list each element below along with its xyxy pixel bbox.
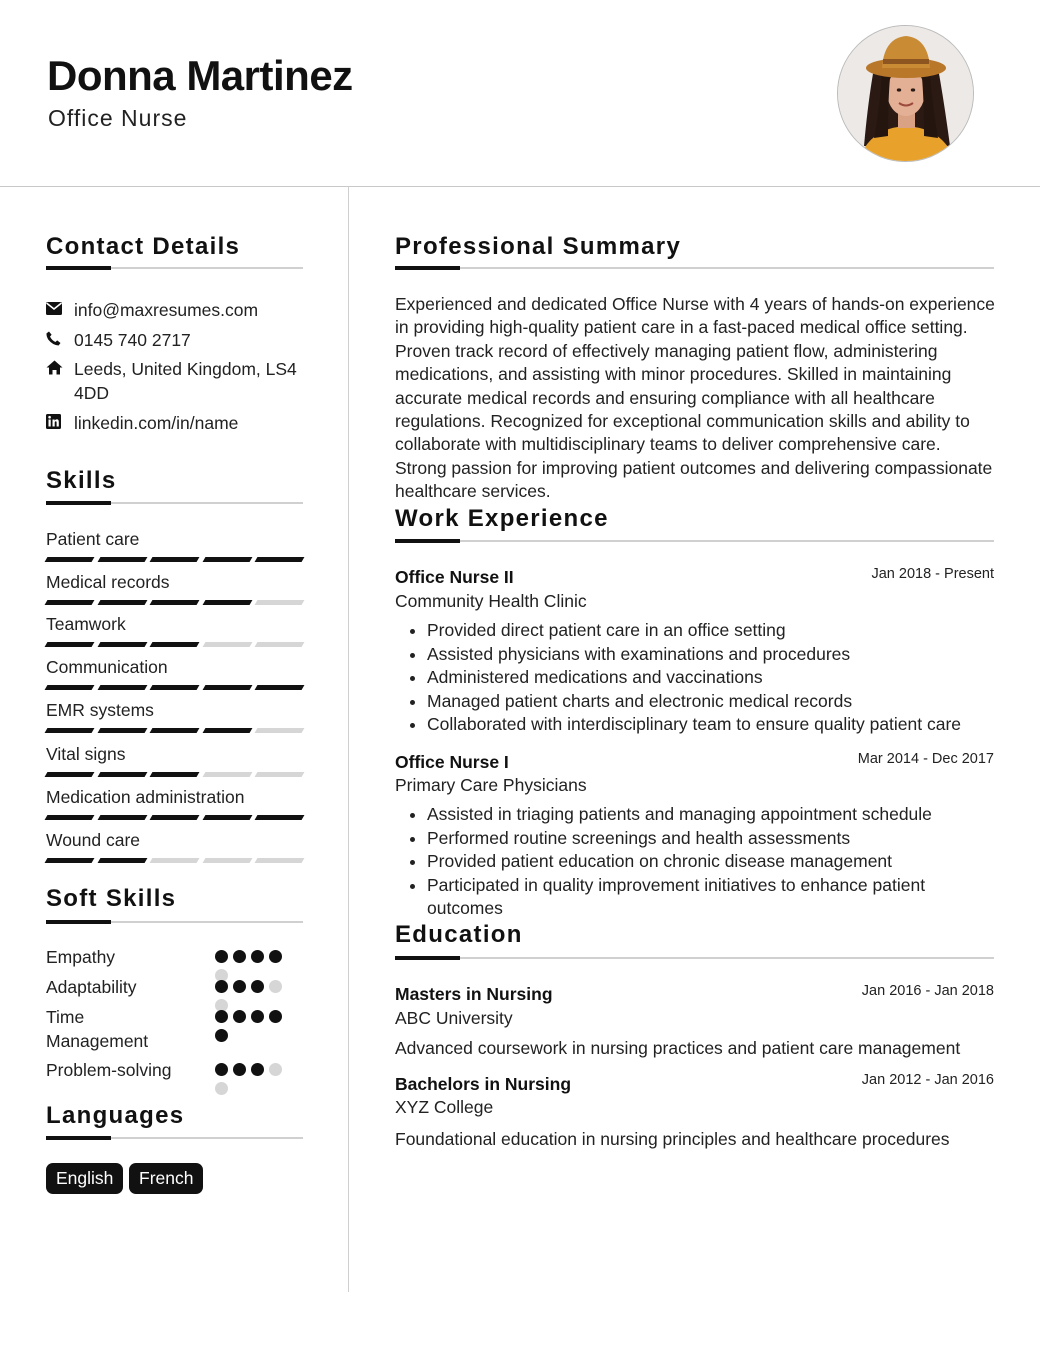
linkedin-icon: [46, 411, 74, 431]
skill-item: [46, 829, 303, 863]
level-dot: [215, 950, 228, 963]
language-tag: English: [46, 1163, 123, 1194]
skills-section-title: Skills: [46, 467, 117, 494]
candidate-title: Office Nurse: [48, 105, 188, 131]
education-description: Foundational education in nursing principles and healthcare procedures: [395, 1129, 950, 1149]
level-segment: [255, 642, 304, 647]
skill-name: Teamwork: [46, 614, 126, 634]
skill-level-bar: [46, 858, 303, 863]
column-divider: [348, 187, 349, 1292]
job-company: Community Health Clinic: [395, 591, 587, 611]
level-dot: [215, 1029, 228, 1042]
job-bullet: Performed routine screenings and health assessments: [408, 827, 968, 851]
level-segment: [150, 685, 199, 690]
contact-address-text: Leeds, United Kingdom, LS4 4DD: [74, 359, 297, 403]
job-bullets: [408, 619, 993, 737]
skill-name: Vital signs: [46, 744, 126, 764]
envelope-icon: [46, 298, 74, 318]
level-segment: [202, 600, 251, 605]
education-section-rule: [395, 957, 994, 959]
skill-level-bar: [46, 642, 303, 647]
level-segment: [202, 772, 251, 777]
contact-section-rule: [46, 267, 303, 269]
level-segment: [45, 600, 94, 605]
skill-item: [46, 743, 303, 777]
level-dot: [269, 1063, 282, 1076]
level-dot: [251, 980, 264, 993]
job-title: Office Nurse I: [395, 752, 509, 772]
education-degree: Bachelors in Nursing: [395, 1074, 572, 1094]
education-section-title: Education: [395, 921, 523, 948]
soft-skill-name: Time Management: [46, 1007, 149, 1051]
level-segment: [150, 557, 199, 562]
skill-name: Medication administration: [46, 787, 245, 807]
skill-item: [46, 571, 303, 605]
level-segment: [45, 642, 94, 647]
level-segment: [97, 642, 146, 647]
job-bullet: Managed patient charts and electronic medical records: [408, 690, 993, 714]
level-dot: [269, 980, 282, 993]
job-bullet: Participated in quality improvement initiatives to enhance patient outcomes: [408, 874, 968, 921]
soft-skills-section-rule: [46, 921, 303, 923]
summary-text: Experienced and dedicated Office Nurse with 4 years of hands-on experience in providing high-quality patient care in a fast-paced medical office setting. Proven track record of effectively managing patient flow, administering medications, and assisting with minor procedures. Skilled in maintaining accurate medical records and ensuring compliance with all healthcare regulations. Recognized for exceptional communication skills and ability to collaborate with multidisciplinary teams to deliver comprehensive care. Strong passion for improving patient outcomes and delivering compassionate healthcare services.: [395, 294, 995, 502]
profile-photo: [837, 25, 974, 162]
skill-level-bar: [46, 600, 303, 605]
skill-level-bar: [46, 772, 303, 777]
resume-header: [0, 0, 1040, 187]
level-segment: [150, 858, 199, 863]
level-segment: [255, 815, 304, 820]
education-school: XYZ College: [395, 1097, 494, 1117]
level-segment: [45, 728, 94, 733]
skill-item: [46, 528, 303, 562]
soft-skill-level-dots: [215, 950, 291, 982]
profile-photo-illustration: [838, 26, 974, 162]
level-segment: [202, 858, 251, 863]
level-segment: [45, 858, 94, 863]
languages-section-rule: [46, 1137, 303, 1139]
level-segment: [45, 685, 94, 690]
soft-skill-level-dots: [215, 1010, 291, 1042]
skill-name: Medical records: [46, 572, 170, 592]
skill-level-bar: [46, 557, 303, 562]
level-dot: [269, 950, 282, 963]
level-segment: [202, 557, 251, 562]
level-dot: [251, 950, 264, 963]
skill-level-bar: [46, 685, 303, 690]
soft-skill-level-dots: [215, 1063, 291, 1095]
skill-item: [46, 699, 303, 733]
level-dot: [233, 1063, 246, 1076]
contact-section-title: Contact Details: [46, 233, 241, 260]
job-bullet: Assisted physicians with examinations and procedures: [408, 643, 993, 667]
level-segment: [255, 685, 304, 690]
level-segment: [97, 600, 146, 605]
contact-linkedin-text: linkedin.com/in/name: [74, 413, 239, 433]
level-segment: [255, 858, 304, 863]
job-dates: Mar 2014 - Dec 2017: [857, 751, 994, 767]
skill-item: [46, 786, 303, 820]
skill-item: [46, 656, 303, 690]
skill-level-bar: [46, 815, 303, 820]
job-title: Office Nurse II: [395, 567, 514, 587]
level-segment: [202, 728, 251, 733]
level-segment: [97, 815, 146, 820]
level-segment: [150, 600, 199, 605]
level-segment: [97, 772, 146, 777]
level-dot: [215, 1010, 228, 1023]
level-segment: [255, 557, 304, 562]
job-bullets: [408, 803, 968, 921]
experience-section-title: Work Experience: [395, 505, 609, 532]
level-dot: [233, 950, 246, 963]
skill-name: Communication: [46, 657, 168, 677]
level-dot: [215, 1063, 228, 1076]
level-segment: [97, 685, 146, 690]
level-segment: [150, 728, 199, 733]
level-segment: [202, 642, 251, 647]
education-degree: Masters in Nursing: [395, 984, 553, 1004]
level-segment: [255, 728, 304, 733]
language-tag: French: [129, 1163, 203, 1194]
skill-name: Wound care: [46, 830, 141, 850]
level-dot: [251, 1010, 264, 1023]
level-dot: [215, 980, 228, 993]
level-segment: [45, 815, 94, 820]
contact-linkedin[interactable]: [46, 411, 302, 435]
job-bullet: Provided patient education on chronic disease management: [408, 850, 968, 874]
level-segment: [202, 685, 251, 690]
soft-skill-level-dots: [215, 980, 291, 1012]
candidate-name: Donna Martinez: [47, 52, 353, 99]
experience-section-rule: [395, 540, 994, 542]
education-school: ABC University: [395, 1008, 513, 1028]
skill-name: Patient care: [46, 529, 140, 549]
education-dates: Jan 2012 - Jan 2016: [861, 1072, 994, 1088]
contact-phone-text: 0145 740 2717: [74, 330, 191, 350]
education-dates: Jan 2016 - Jan 2018: [861, 983, 994, 999]
job-company: Primary Care Physicians: [395, 775, 587, 795]
level-dot: [215, 1082, 228, 1095]
job-bullet: Administered medications and vaccinations: [408, 666, 993, 690]
level-dot: [251, 1063, 264, 1076]
soft-skill-name: Adaptability: [46, 977, 137, 997]
level-segment: [150, 772, 199, 777]
level-segment: [150, 815, 199, 820]
level-dot: [233, 980, 246, 993]
contact-email-text: info@maxresumes.com: [74, 300, 259, 320]
skills-section-rule: [46, 502, 303, 504]
contact-email[interactable]: [46, 298, 302, 322]
level-segment: [202, 815, 251, 820]
skill-level-bar: [46, 728, 303, 733]
level-segment: [97, 728, 146, 733]
job-bullet: Assisted in triaging patients and managing appointment schedule: [408, 803, 968, 827]
level-dot: [233, 1010, 246, 1023]
skill-item: [46, 613, 303, 647]
level-segment: [150, 642, 199, 647]
level-segment: [255, 772, 304, 777]
job-bullet: Provided direct patient care in an office setting: [408, 619, 993, 643]
level-segment: [97, 858, 146, 863]
soft-skills-section-title: Soft Skills: [46, 885, 177, 912]
contact-phone[interactable]: [46, 328, 302, 352]
level-segment: [255, 600, 304, 605]
education-description: Advanced coursework in nursing practices and patient care management: [395, 1038, 961, 1058]
skill-name: EMR systems: [46, 700, 154, 720]
level-segment: [45, 772, 94, 777]
level-segment: [97, 557, 146, 562]
languages-section-title: Languages: [46, 1102, 185, 1129]
job-bullet: Collaborated with interdisciplinary team to ensure quality patient care: [408, 713, 993, 737]
level-dot: [269, 1010, 282, 1023]
soft-skill-name: Empathy: [46, 947, 116, 967]
phone-icon: [46, 328, 74, 348]
summary-section-title: Professional Summary: [395, 233, 682, 260]
home-icon: [46, 357, 74, 377]
contact-address: [46, 357, 302, 405]
level-segment: [45, 557, 94, 562]
job-dates: Jan 2018 - Present: [871, 566, 994, 582]
soft-skill-name: Problem-solving: [46, 1060, 172, 1080]
summary-section-rule: [395, 267, 994, 269]
